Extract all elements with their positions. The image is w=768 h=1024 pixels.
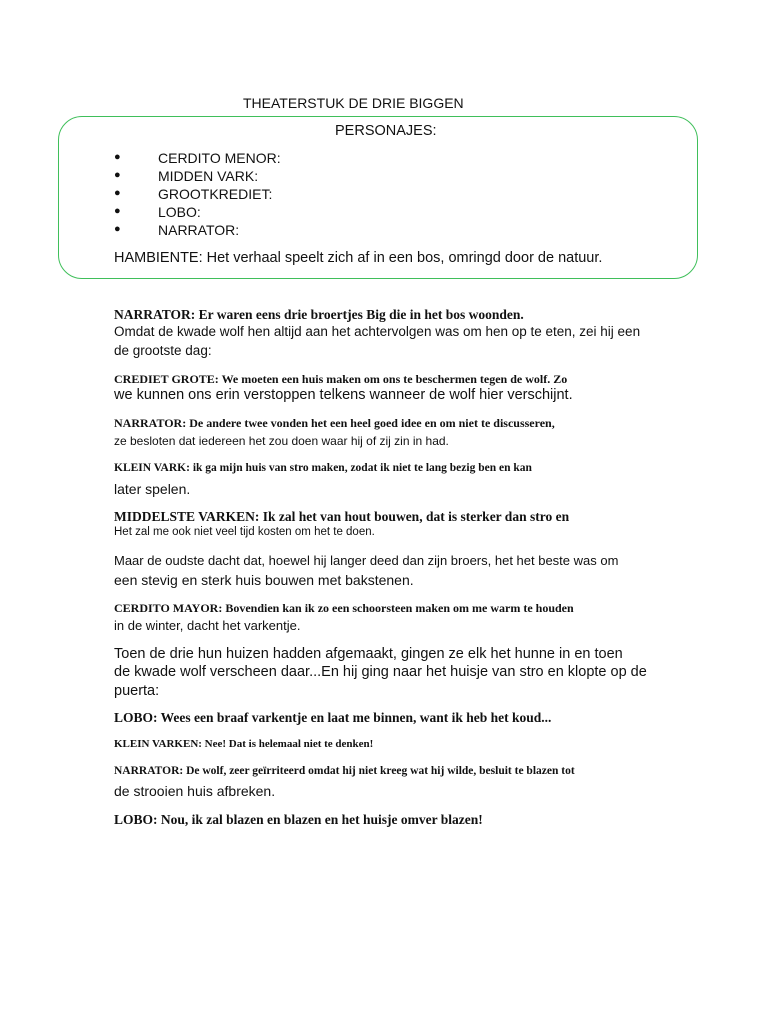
script-line: LOBO: Wees een braaf varkentje en laat me binnen, want ik heb het koud... — [114, 710, 552, 725]
script-line: Het zal me ook niet veel tijd kosten om het te doen. — [114, 526, 375, 538]
script-line: MIDDELSTE VARKEN: Ik zal het van hout bouwen, dat is sterker dan stro en — [114, 509, 570, 524]
script-line: LOBO: Nou, ik zal blazen en blazen en het huisje omver blazen! — [114, 812, 483, 827]
script-line: CERDITO MAYOR: Bovendien kan ik zo een schoorsteen maken om me warm te houden — [114, 601, 574, 615]
bullet-icon: ● — [114, 169, 121, 181]
script-line: NARRATOR: Er waren eens drie broertjes Big die in het bos woonden. — [114, 307, 524, 322]
script-line: puerta: — [114, 683, 160, 699]
document-title: THEATERSTUK DE DRIE BIGGEN — [243, 95, 464, 111]
script-line: we kunnen ons erin verstoppen telkens wanneer de wolf hier verschijnt. — [114, 387, 573, 403]
script-line: een stevig en sterk huis bouwen met bakstenen. — [114, 572, 414, 588]
cast-heading: PERSONAJES: — [335, 123, 437, 139]
script-line: CREDIET GROTE: We moeten een huis maken om ons te beschermen tegen de wolf. Zo — [114, 372, 568, 386]
script-line: Maar de oudste dacht dat, hoewel hij langer deed dan zijn broers, het het beste was om — [114, 553, 619, 568]
script-line: KLEIN VARK: ik ga mijn huis van stro maken, zodat ik niet te lang bezig ben en kan — [114, 462, 532, 474]
script-line: NARRATOR: De andere twee vonden het een heel goed idee en om niet te discusseren, — [114, 416, 555, 430]
script-line: de grootste dag: — [114, 343, 212, 358]
script-line: Toen de drie hun huizen hadden afgemaakt, gingen ze elk het hunne in en toen — [114, 646, 623, 662]
bullet-icon: ● — [114, 223, 121, 235]
script-line: de kwade wolf verscheen daar...En hij ging naar het huisje van stro en klopte op de — [114, 664, 647, 680]
cast-item-label: CERDITO MENOR: — [158, 150, 281, 166]
cast-item-label: GROOTKREDIET: — [158, 186, 273, 202]
cast-item-label: LOBO: — [158, 204, 201, 220]
bullet-icon: ● — [114, 151, 121, 163]
script-line: de strooien huis afbreken. — [114, 783, 276, 799]
bullet-icon: ● — [114, 187, 121, 199]
script-line: KLEIN VARKEN: Nee! Dat is helemaal niet te denken! — [114, 738, 374, 750]
cast-item-label: NARRATOR: — [158, 222, 240, 238]
cast-item-label: MIDDEN VARK: — [158, 168, 259, 184]
script-line: later spelen. — [114, 481, 191, 497]
script-line: NARRATOR: De wolf, zeer geïrriteerd omdat hij niet kreeg wat hij wilde, besluit te blazen tot — [114, 765, 575, 777]
script-line: ze besloten dat iedereen het zou doen waar hij of zij zin in had. — [114, 434, 449, 448]
setting-line: HAMBIENTE: Het verhaal speelt zich af in een bos, omringd door de natuur. — [114, 250, 603, 266]
script-line: in de winter, dacht het varkentje. — [114, 618, 301, 633]
script-line: Omdat de kwade wolf hen altijd aan het achtervolgen was om hen op te eten, zei hij een — [114, 324, 641, 339]
bullet-icon: ● — [114, 205, 121, 217]
